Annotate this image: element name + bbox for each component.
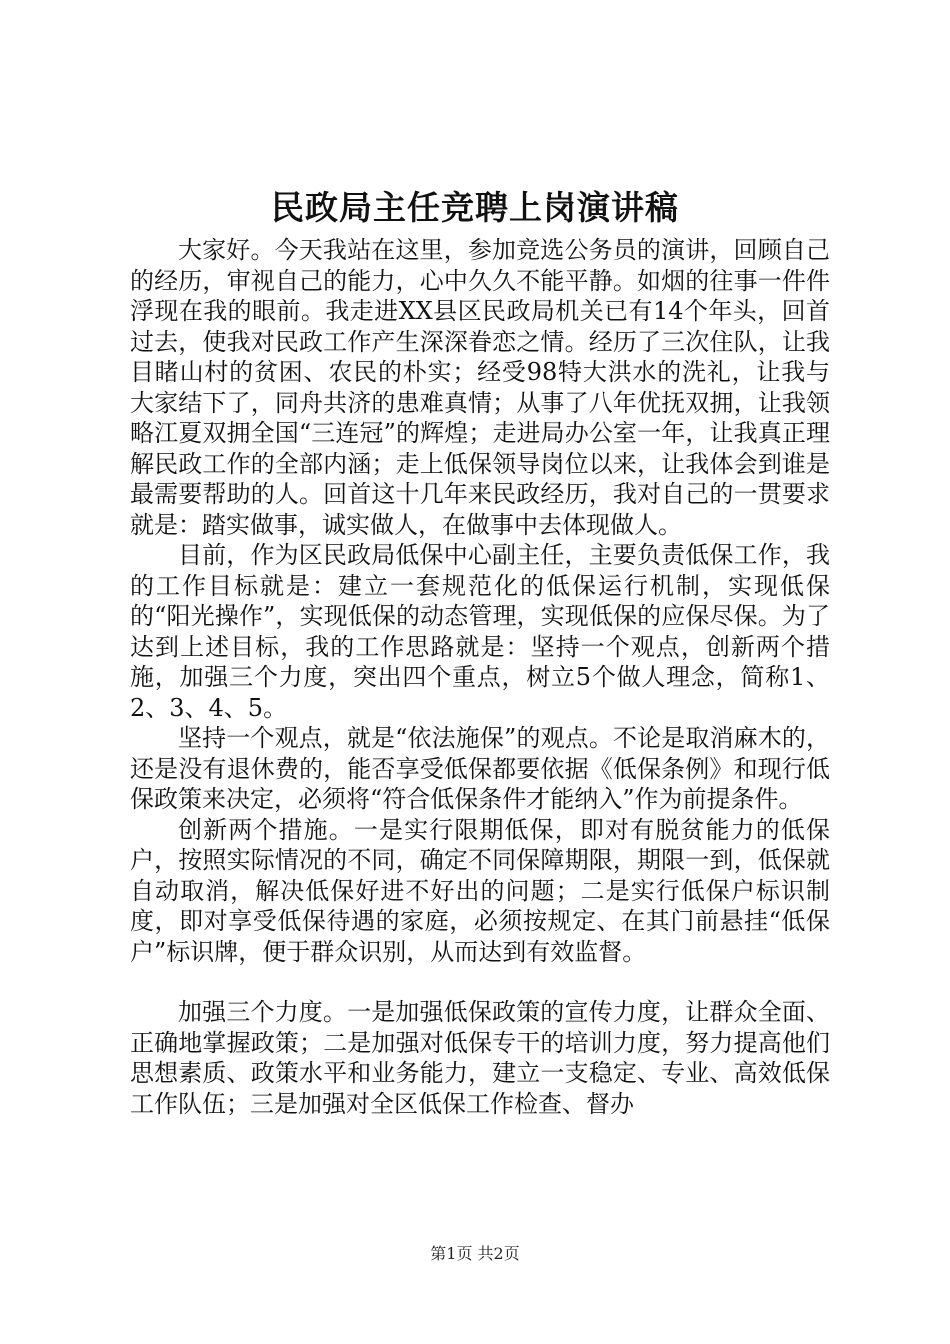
paragraph-goals: 目前，作为区民政局低保中心副主任，主要负责低保工作，我的工作目标就是：建立一套规范化的低保运行机制，实现低保的“阳光操作”，实现低保的动态管理，实现低保的应保尽保。为了达到上述目标，我的工作思路就是：坚持一个观点，创新两个措施，加强三个力度，突出四个重点，树立5个做人理念，简称1、2、3、4、5。	[130, 541, 830, 722]
paragraph-intro: 大家好。今天我站在这里，参加竞选公务员的演讲，回顾自己的经历，审视自己的能力，心中久久不能平静。如烟的往事一件件浮现在我的眼前。我走进XX县区民政局机关已有14个年头，回首过去，使我对民政工作产生深深眷恋之情。经历了三次住队，让我目睹山村的贫困、农民的朴实；经受98特大洪水的洗礼，让我与大家结下了，同舟共济的患难真情；从事了八年优抚双拥，让我领略江夏双拥全国“三连冠”的辉煌；走进局办公室一年，让我真正理解民政工作的全部内涵；走上低保领导岗位以来，让我体会到谁是最需要帮助的人。回首这十几年来民政经历，我对自己的一贯要求就是：踏实做事，诚实做人，在做事中去体现做人。	[130, 236, 830, 539]
paragraph-three-efforts: 加强三个力度。一是加强低保政策的宣传力度，让群众全面、正确地掌握政策；二是加强对低保专干的培训力度，努力提高他们思想素质、政策水平和业务能力，建立一支稳定、专业、高效低保工作队伍；三是加强对全区低保工作检查、督办	[130, 998, 830, 1118]
paragraph-two-measures: 创新两个措施。一是实行限期低保，即对有脱贫能力的低保户，按照实际情况的不同，确定不同保障期限，期限一到，低保就自动取消，解决低保好进不好出的问题；二是实行低保户标识制度，即对享受低保待遇的家庭，必须按规定、在其门前悬挂“低保户”标识牌，便于群众识别，从而达到有效监督。	[130, 815, 830, 966]
document-body	[130, 235, 830, 1119]
page-number-footer: 第1页 共2页	[430, 1244, 520, 1263]
document-title: 民政局主任竞聘上岗演讲稿	[271, 188, 679, 227]
paragraph-one-viewpoint: 坚持一个观点，就是“依法施保”的观点。不论是取消麻木的，还是没有退休费的，能否享受低保都要依据《低保条例》和现行低保政策来决定，必须将“符合低保条件才能纳入”作为前提条件。	[130, 724, 830, 813]
